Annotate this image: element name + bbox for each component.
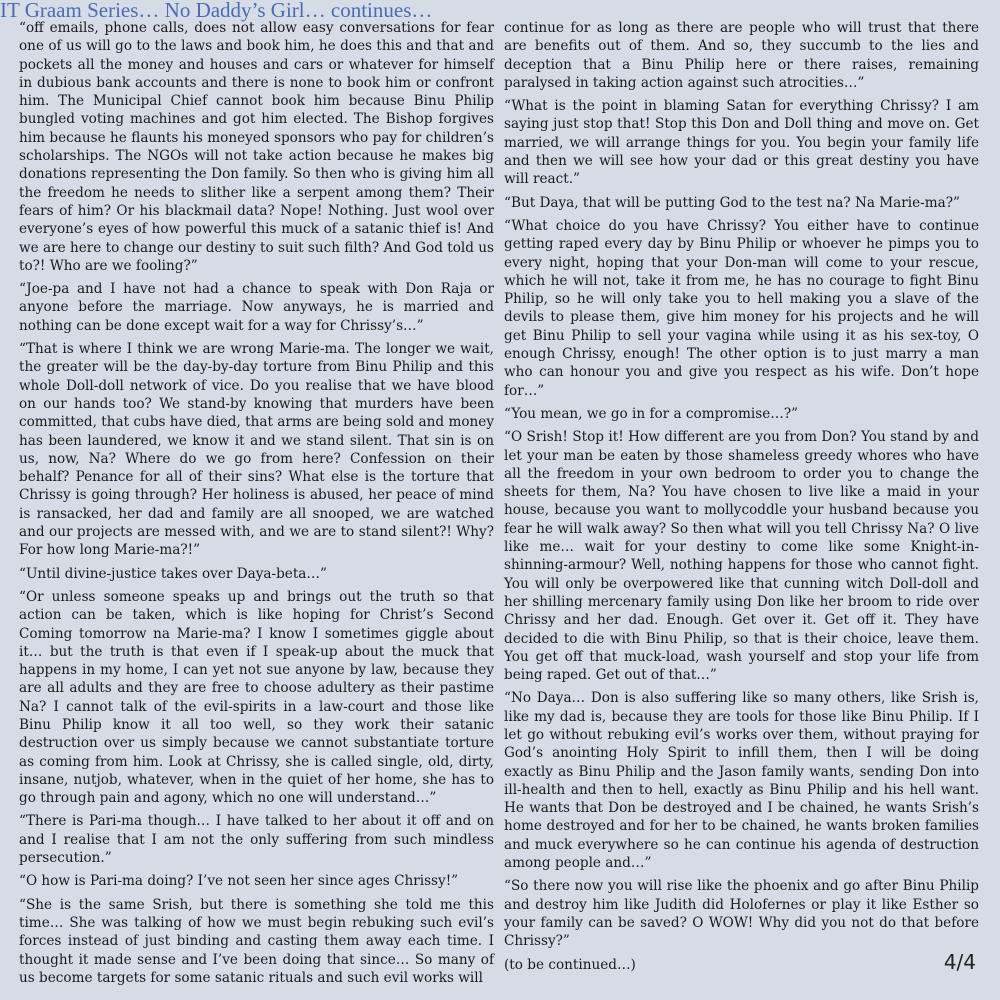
- paragraph: “You mean, we go in for a compromise…?”: [504, 405, 799, 422]
- page-number: 4/4: [943, 950, 976, 974]
- paragraph: “What is the point in blaming Satan for everything Chrissy? I am saying just stop that! Stop this Don and Doll thing and move on. Get married, we will arrange things for you. You begin your family life and then we will see how your dad or this great destiny you have will react.”: [504, 98, 979, 188]
- paragraph: “But Daya, that will be putting God to the test na? Na Marie-ma?”: [504, 194, 961, 211]
- paragraph: “There is Pari-ma though… I have talked to her about it off and on and I realise that I am not the only suffering from such mindless persecution.”: [19, 813, 494, 867]
- paragraph: “Joe-pa and I have not had a chance to speak with Don Raja or anyone before the marriage. Now anyways, he is married and nothing can be done except wait for a way for Chrissy’s…”: [19, 281, 494, 334]
- page-title: IT Graam Series… No Daddy’s Girl… continues…: [0, 0, 433, 22]
- paragraph: “O Srish! Stop it! How different are you from Don? You stand by and let your man be eaten by those shameless greedy whores who have all the freedom in your own bedroom to order you to change the sheets for them, Na? You have chosen to live like a maid in your house, because you want to mollycoddle your husband because you fear he will walk away? So then what will you tell Chrissy Na? O live like me… wait for your destiny to come like some Knight-in-shinning-armour? Well, nothing happens for those who cannot fight. You will only be overpowered like that cunning witch Doll-doll and her shilling mercenary family using Don like her broom to ride over Chrissy and her dad. Enough. Get over it. Get off it. They have decided to die with Binu Philip, so that is their choice, leave them. You get off that muck-load, wash yourself and stop your life from being raped. Get out of that…”: [504, 429, 979, 684]
- paragraph: “Until divine-justice takes over Daya-beta…”: [19, 565, 327, 582]
- continuation-note: (to be continued…): [504, 956, 636, 973]
- paragraph: “She is the same Srish, but there is something she told me this time… She was talking of how we must begin rebuking such evil’s forces instead of just binding and casting them away each time. I thought it made sense and I’ve been doing that since… So many of us become targets for some satanic rituals and such evil works will: [19, 896, 494, 986]
- paragraph: continue for as long as there are people who will trust that there are benefits out of them. And so, they succumb to the lies and deception that a Binu Philip here or there raises, remaining paralysed in taking action against such atrocities…”: [504, 20, 979, 91]
- paragraph: “O how is Pari-ma doing? I’ve not seen her since ages Chrissy!”: [19, 873, 459, 890]
- right-column: [504, 19, 979, 979]
- paragraph: “Or unless someone speaks up and brings out the truth so that action can be taken, which is like hoping for Christ’s Second Coming tomorrow na Marie-ma? I know I sometimes giggle about it… but the truth is that even if I speak-up about the muck that happens in my home, I can yet not sue anyone by law, because they are all adults and they are free to choose adultery as their pastime Na? I cannot talk of the evil-spirits in a law-court and those like Binu Philip know it all too well, so they work their satanic destruction over us simply because we cannot substantiate torture as coming from him. Look at Chrissy, she is called single, old, dirty, insane, nutjob, whatever, when in the quiet of her home, she has to go through pain and agony, which no one will understand…”: [19, 588, 494, 807]
- paragraph: “off emails, phone calls, does not allow easy conversations for fear one of us will go to the laws and book him, he does this and that and pockets all the money and houses and cars or whatever for himself in dubious bank accounts and there is none to book him or confront him. The Municipal Chief cannot book him because Binu Philip bungled voting machines and got him elected. The Bishop forgives him because he flaunts his moneyed sponsors who pay for children’s scholarships. The NGOs will not take action because he makes big donations representing the Don family. So then who is giving him all the freedom he needs to slither like a serpent among them? Their fears of him? Or his blackmail data? Nope! Nothing. Just wool over everyone’s eyes of how powerful this muck of a satanic thief is! And we are here to change our destiny to suit such filth? And God told us to?! Who are we fooling?”: [19, 20, 494, 274]
- paragraph: “That is where I think we are wrong Marie-ma. The longer we wait, the greater will be the day-by-day torture from Binu Philip and this whole Doll-doll network of vice. Do you realise that we have blood on our hands too? We stand-by knowing that murders have been committed, that cubs have died, that arms are being sold and money has been laundered, we know it and we stand silent. That sin is on us, now, Na? Where do we go from here? Confession on their behalf? Penance for all of their sins? What else is the torture that Chrissy is going through? Her holiness is abused, her peace of mind is ransacked, her dad and family are all snooped, we are watched and our projects are messed with, and we are to stand silent?! Why? For how long Marie-ma?!”: [19, 341, 494, 559]
- paragraph: “What choice do you have Chrissy? You either have to continue getting raped every day by Binu Philip or whoever he pimps you to every night, hoping that your Don-man will come to your rescue, which he will not, take it from me, he has no courage to fight Binu Philip, so he will only take you to hell making you a slave of the devils to please them, give him money for his projects and he will get Binu Philip to sell your vagina while using it as his sex-toy, O enough Chrissy, enough! The other option is to just marry a man who can honour you and give you respect as his wife. Don’t hope for…”: [504, 217, 979, 399]
- paragraph: “No Daya… Don is also suffering like so many others, like Srish is, like my dad is, because they are tools for those like Binu Philip. If I let go without rebuking evil’s works over them, without praying for God’s anointing Holy Spirit to infill them, then I will be doing exactly as Binu Philip and the Jason family wants, sending Don into ill-health and then to hell, exactly as Binu Philip and his hell want. He wants that Don be destroyed and I be chained, he wants Srish’s home destroyed and for her to be chained, he wants broken families and muck everywhere so he can continue his agenda of destruction among people and…”: [504, 690, 979, 872]
- paragraph: “So there now you will rise like the phoenix and go after Binu Philip and destroy him like Judith did Holofernes or play it like Esther so your family can be saved? O WOW! Why did you not do that before Chrissy?”: [504, 878, 979, 950]
- left-column: [19, 19, 494, 992]
